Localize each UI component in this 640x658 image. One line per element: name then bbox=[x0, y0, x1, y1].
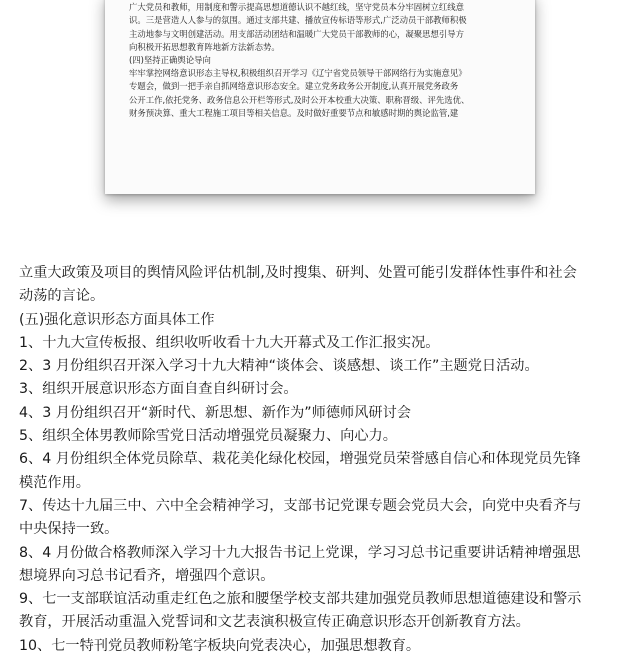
scan-line: 专题会，做到一把手亲自抓网络意识形态安全。建立党务政务公开制度,认真开展党务政务 bbox=[129, 81, 459, 92]
paragraph-line: 立重大政策及项目的舆情风险评估机制,及时搜集、研判、处置可能引发群体性事件和社会 bbox=[19, 265, 577, 281]
list-item-continuation: 想境界向习总书记看齐，增强四个意识。 bbox=[19, 567, 275, 584]
list-item: 2、3 月份组织召开深入学习十九大精神“谈体会、谈感想、谈工作”主题党日活动。 bbox=[19, 358, 539, 375]
list-item: 7、传达十九届三中、六中全会精神学习，支部书记党课专题会党员大会，向党中央看齐与 bbox=[19, 497, 582, 514]
list-item: 9、七一支部联谊活动重走红色之旅和腰堡学校支部共建加强党员教师思想道德建设和警示 bbox=[19, 591, 582, 608]
list-item-continuation: 教育，开展活动重温入党誓词和文艺表演积极宣传正确意识形态开创新教育方法。 bbox=[19, 614, 530, 631]
section-heading: (五)强化意识形态方面具体工作 bbox=[19, 311, 215, 328]
paragraph-line: 动荡的言论。 bbox=[19, 288, 105, 305]
list-item: 3、组织开展意识形态方面自查自纠研讨会。 bbox=[19, 381, 298, 398]
scan-line: 识。三是营造人人参与的氛围。通过支部共建、播放宣传标语等形式,广泛动员干部教师积极 bbox=[129, 15, 467, 26]
document-body bbox=[19, 262, 625, 658]
list-item-continuation: 模范作用。 bbox=[19, 474, 90, 491]
list-item: 6、4 月份组织全体党员除草、栽花美化绿化校园，增强党员荣誉感自信心和体现党员先锋 bbox=[19, 451, 581, 468]
scan-line: 主动地参与文明创建活动。用支部活动团结和温暖广大党员干部教师的心，凝聚思想引导方 bbox=[129, 28, 464, 39]
scan-line: 广大党员和教师，用制度和警示提高思想道德认识不越红线，坚守党员本分牢固树立红线意 bbox=[129, 2, 464, 13]
list-item: 5、组织全体男教师除雪党日活动增强党员凝聚力、向心力。 bbox=[19, 428, 397, 445]
scan-line: 财务预决算、重大工程施工项目等相关信息。及时做好重要节点和敏感时期的舆论监管,建 bbox=[129, 107, 459, 118]
scan-section-heading: (四)坚持正确舆论导向 bbox=[129, 54, 211, 65]
scan-line: 向积极开拓思想教育阵地新方法新态势。 bbox=[129, 41, 280, 52]
list-item: 10、七一特刊党员教师粉笔字板块向党表决心，加强思想教育。 bbox=[19, 637, 421, 654]
list-item-continuation: 中央保持一致。 bbox=[19, 521, 119, 538]
list-item: 8、4 月份做合格教师深入学习十九大报告书记上党课，学习习总书记重要讲话精神增强思 bbox=[19, 544, 581, 561]
list-item: 4、3 月份组织召开“新时代、新思想、新作为”师德师风研讨会 bbox=[19, 404, 411, 421]
scanned-page-text bbox=[129, 0, 519, 120]
list-item: 1、十九大宣传板报、组织收听收看十九大开幕式及工作汇报实况。 bbox=[19, 334, 440, 351]
scanned-page-preview bbox=[105, 0, 535, 194]
scan-line: 牢牢掌控网络意识形态主导权,积极组织召开学习《辽宁省党员领导干部网络行为实施意见》 bbox=[129, 68, 467, 79]
scan-line: 公开工作,依托党务、政务信息公开栏等形式,及时公开本校重大决策、职称晋级、评先选优、 bbox=[129, 94, 470, 105]
